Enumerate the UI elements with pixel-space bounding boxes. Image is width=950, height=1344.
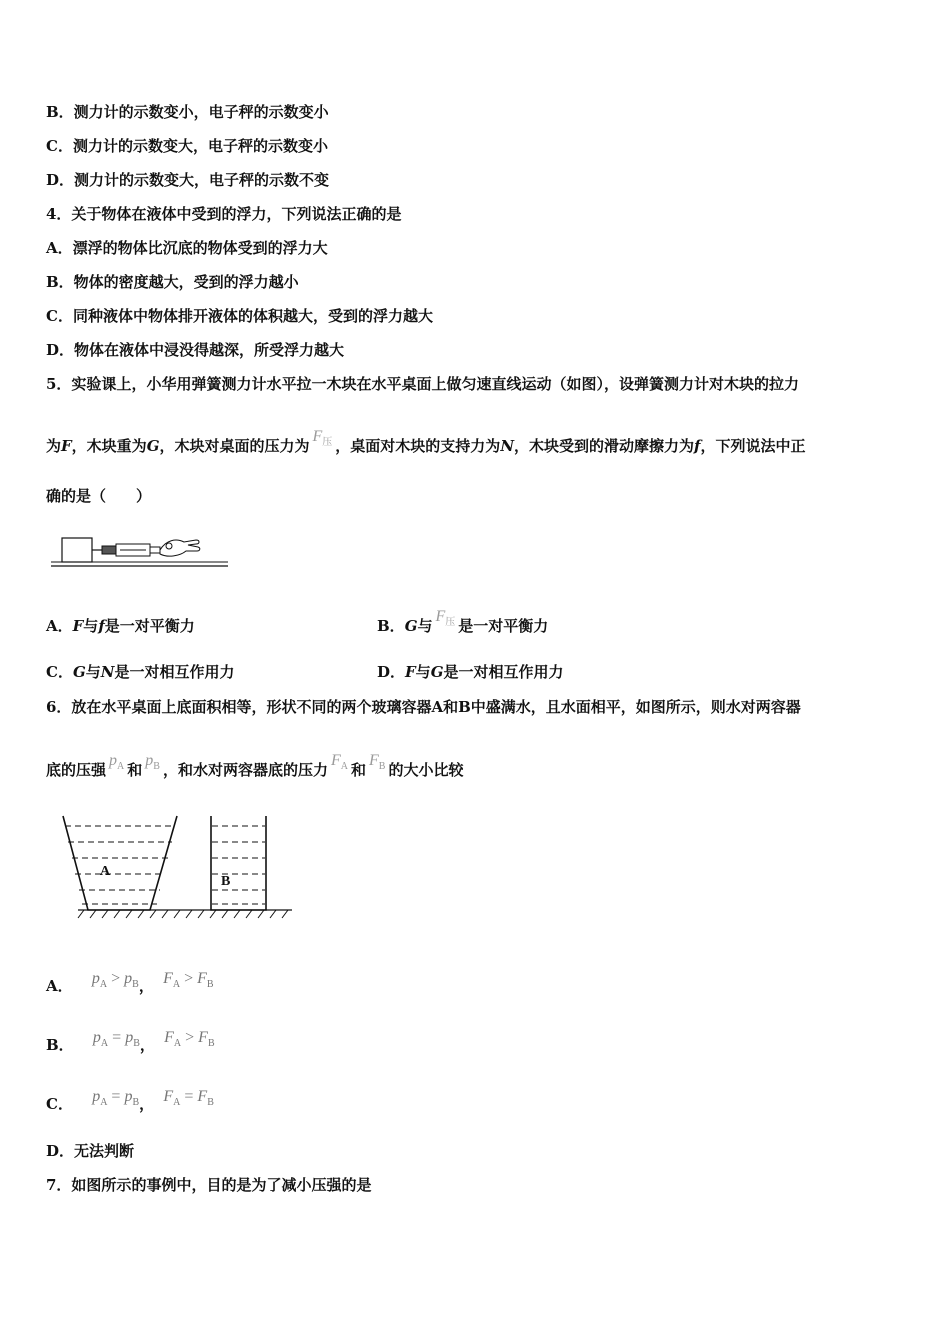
container-label-a: A: [100, 864, 111, 879]
q4-option-d: D．物体在液体中浸没得越深，所受浮力越大: [46, 341, 345, 359]
q4-stem: 4．关于物体在液体中受到的浮力，下列说法正确的是: [46, 205, 402, 223]
q6-stem-line1: 6．放在水平桌面上底面积相等，形状不同的两个玻璃容器A和B中盛满水，且水面相平，如图所示，则水对两容器: [46, 698, 801, 716]
q4-option-a: A．漂浮的物体比沉底的物体受到的浮力大: [46, 239, 328, 257]
q4-option-b: B．物体的密度越大，受到的浮力越小: [46, 273, 299, 291]
q3-option-c: C．测力计的示数变大，电子秤的示数变小: [46, 137, 328, 155]
spring-balance-figure: [48, 526, 232, 570]
containers-figure: [60, 812, 296, 924]
q6-option-b: B． $p_A = p_B$， $F_A > F_B$: [46, 1029, 215, 1054]
q6-option-c: C． $p_A = p_B$， $F_A = F_B$: [46, 1088, 214, 1113]
container-label-b: B: [221, 874, 231, 889]
q5-option-c: C．G与N是一对相互作用力: [46, 663, 235, 681]
q5-option-a: A．F与f是一对平衡力: [46, 617, 195, 635]
q6-option-d: D．无法判断: [46, 1142, 135, 1160]
q5-stem-line3: 确的是（ ）: [46, 487, 152, 505]
q5-stem-line2: 为F，木块重为G，木块对桌面的压力为$F_压$ ，桌面对木块的支持力为N，木块受到的滑动摩擦力为f，下列说法中正: [46, 428, 806, 455]
q7-stem: 7．如图所示的事例中，目的是为了减小压强的是: [46, 1176, 372, 1194]
var-F: F: [61, 437, 72, 455]
q5-stem-line1: 5．实验课上，小华用弹簧测力计水平拉一木块在水平桌面上做匀速直线运动（如图），设弹簧测力计对木块的拉力: [46, 375, 799, 393]
var-N: N: [500, 437, 515, 455]
q5-option-b: B．G与$F_压$ 是一对平衡力: [377, 608, 549, 635]
pressure-force-symbol: $F_压$: [312, 428, 333, 449]
var-f: f: [694, 437, 701, 455]
q3-option-b: B．测力计的示数变小，电子秤的示数变小: [46, 103, 329, 121]
q4-option-c: C．同种液体中物体排开液体的体积越大，受到的浮力越大: [46, 307, 433, 325]
q3-option-d: D．测力计的示数变大，电子秤的示数不变: [46, 171, 330, 189]
var-G: G: [146, 437, 160, 455]
q6-stem-line2: 底的压强$p_A$ 和$p_B$ ，和水对两容器底的压力$F_A$ 和$F_B$ 的大小比较: [46, 752, 464, 779]
q6-option-a: A． $p_A > p_B$， $F_A > F_B$: [46, 970, 214, 995]
q5-option-d: D．F与G是一对相互作用力: [377, 663, 564, 681]
